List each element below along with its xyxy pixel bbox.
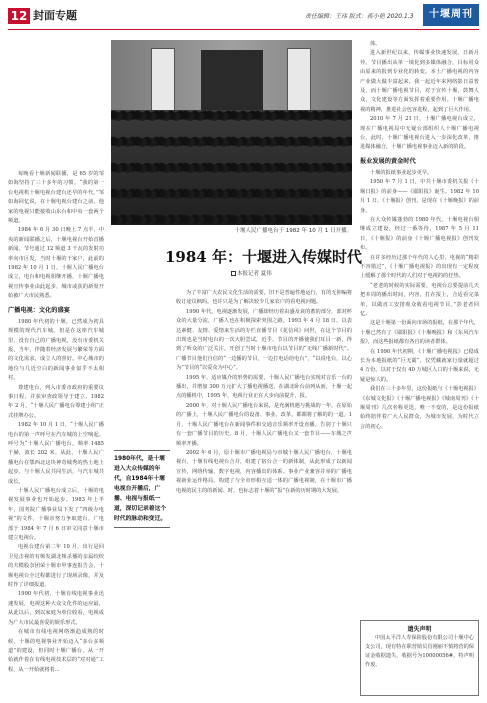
paragraph: 每晚看十堰新闻联播，是 65 岁的邹如海坚持了三十多年的习惯。“我的第一台电视机十堰电视台建台还早的年代，”邹如海回忆说，在十堰电视台建台之前，他家的电视只能接收山东台和中央一套两个频道。 [8,171,104,225]
paragraph: 尊建电台，列入市委市政府的重要议事日程，并获审查政领导于建立。1982 年 2 月，“十堰人民广播电台筹建小组”正式挂牌办公。 [8,384,104,419]
paragraph: 1980 年代初的十堰，已然成为初具规模的现代汽车城。但是在这座汽车城里，没有自己的广播电视，没有市委机关报，当年，伴随着经济发展与繁荣等方面的文化需求，成立人的喜好。中心城市的地位与几近空白的新闻事业似乎不太相衬。 [8,318,104,382]
paragraph: 在 1990 年代初期，《十堰广播电视报》已稳成长为本地报纸的“巨无霸”，仅凭藏就家行量就超过 4 万份。以对于仅有 40 万城区人口的十堰来说，无疑是惊人的。 [360,348,479,383]
paragraph: 1995 年，适应媒介的形势的需要，十堰人民广播电台实现对音乐一台的播出，并增加 300 万元扩大了播电视播送，在湖北卧台前列从而，十堰一起点的播机中，1995 年，电视行业正在大步向前提升，报。 [176,374,352,400]
paragraph: 2010 年 7 月 21 日，十堰广播电视台成立，现在广播电视局中无疑台部组织人十堰广播电视台，此时，十堰广播电视台进入一步深化改革，推进媒体融合，十堰广播电视事业迈入新的阶段。 [360,116,479,151]
paragraph: 1984 年 6 月 30 日晚上 7 点半，中央的新闻联播之后，十堰电视台开始首播新闻。节号通过 12 频道 3 千瓦的发射功率向市区发，当时十堰的干家户，此前的 1982 年 10 月 1 日，十堰人民广播电台成立，电台和电视相继开播，十堰广播电视宣传事业由此起步，城市或获的新渠开始被广大市民熟悉。 [8,227,104,300]
column-1 [8,170,104,695]
lost-notice [360,620,479,696]
section-title: 封面专题 [33,9,77,22]
brand-logo: 十堰周刊 [423,4,479,26]
paragraph: 在城市有线电视网络渐趋成熟的时候，十堰的电视事业开始迈入“多台多频道”的建设，但同时十堰广播台，从一开始就作着在有线电视技术层的“对对通”工程，从一开始就将着... [8,629,104,673]
byline-box-icon [231,271,236,276]
paragraph: 2002 年 6 月，原十堰市广播电视局与市城十堰人民广播电台，十堰电视台，十堰有线电视台合并，组建了宿台合一的新体制，从此形成了以新闻宣传，网络传输，数字电视，内容播出的体系。事业产业兼容并举的广播电视新业运作格局。构建了与全市形相互适一体的广播电视制，在十堰市广播电视的民主的的新闻、时，也标志着十堰的“报”在新的历时期的大发展。 [176,449,352,494]
paragraph: 电视台建台第二年 10 月，出行是回卫见击视的有频发湖北频杀播的亲属绞绞的夫模股奈团荣十堰市甲事连报告会，十堰电视台全过程都进行了现场录像，并及时作了详细报道。 [8,544,104,589]
paragraph: 体。 [370,41,381,47]
paragraph: “老老的时候的实际需要，电视台总要提前几天把本周的播出时间，内容，打在报上，合适看完菜单，以做直工安排观众收看电视节目。”彭老者回忆。 [360,282,479,317]
paragraph: 这是十堰第一份面向市场的报纸，在那个年代，十堰已然有了《郧阳报》《十堰晚报》和《东风汽车报》，而这些报纸都有各自的读者群体。 [360,320,479,346]
article-byline [231,270,272,278]
paragraph: 1990 年代初，十堰有线电视事业迅速发展，电视这种大众文化件的运应最，从此以后，到以家庭为单位收看，电视成为广大市民最喜爱的娱乐形式。 [8,591,104,626]
paragraph: 我们在三十多年里，这份报纸与《十堰电视报》《东城文化报》《十堰广播电视报》《城南周刊》《十堰周刊》几次名称更迭，唯一不变的，是这份报纸始终陪伴着广大人民群众，为城市发展，为时代立言的初心。 [360,386,479,430]
paragraph: 为了丰富广大农民文化生活的需要，旧不是普遍性地运行，有的无抑编将收订途议枫吗，也许只是为了解决较少几家农户的看电视问题。 [176,290,352,306]
historic-photo [111,40,352,225]
column-4 [360,40,479,615]
paragraph: 1990 年代，电视逐渐发展，广播却经历着由盛及衰的蓄的部分，部对杯众的大量分流，广播人也在积极探索突围之路。1993 年 4 月 18 日，以表达素健、友情、爱情来生活的专栏直播节目《花信风》问世，在这个节目的出现也是当时电台的一次大胆尝试，近乎，节目的开播使我们耳目一新，得到了听众的广泛关注，开创了当时十堰市电台以节目的“无线广播新时代”。广播节目他们自信的“一边播的节目，一边打电话给电台”，“以说电台，以心为”节目的“以爱众为中心”。 [176,308,352,372]
subheading: 报业发展的黄金时代 [360,157,416,165]
paragraph: 1950 年 7 月 1 日，中共十堰市委机关报《十堰日报》的前身——《郧阳报》诞生。1982 年 10 月 1 日，《十堰报》创刊，是现在《十堰晚报》的前身。 [360,179,479,214]
page-header [0,0,487,34]
paragraph: 在许多经历过那个年代的人心里，电视的“精彩不容错过”，《十堰广播电视报》的出现有一定程度上缓解了那个时代的人们对于电视的的狂热。 [360,254,479,280]
notice-body: 中国太平洋人寿保险股份有限公司十堰中心支公司，现有特在职营销员肖刚丽不慎将营的保证金收据遗失，收据号为10000056#，特声明作废。 [365,635,474,668]
paragraph: 十堰人民广播电台成立后，十堰的电视发展事业也开始起步。1983 年上半年，国务院广播事业局下发了“四级办电视”的文件，十堰市努力争取建台。广电部于 1984 年 7 月 6 日审文同意十堰市建立电视台。 [8,488,104,542]
paragraph: 进入新世纪以来，传媒事业快速发展，日新月异。节目播出从单一填化到多媒体融合，目标用众由原来的报到专业化的转变。本土广播电视的内容产业做大做丰富起来。我一起近年来网络影日益普及，而十堰广播电视节目，对于宣传十堰，鼓舞人众，文化建设等方面发挥着重要作用。十堰广播电视的精神，推进社会包容进程，起到了巨大作用。 [360,50,479,113]
paragraph: 在大众传媒蓬勃的 1980 年代，十堰电视台相继成立建设，经过一番等待，1987 年 5 月 11 日，《十堰报》的前身《十堰广播电视报》创刊发布。 [360,216,479,252]
paragraph: 十堰的报纸事业起步更早。 [370,169,433,176]
editor-credits: 责任编辑：王玮 版式：蒋小艳 2020.1.3 [305,13,414,20]
column-3 [176,289,352,694]
photo-caption: 十堰人民广播电台于 1982 年 10 月 1 日开播。 [234,228,352,234]
subheading: 广播电视：文化的盛宴 [8,306,70,314]
page-number: 12 [8,8,30,24]
paragraph: 2000 年，对十堰人民广播电台来说，是充满机遇与挑战的一年。在原始的广播上，十堰人民广播电台的设备、事业、改革。都都将了解的的一道。1 月，十堰人民广播电台在新闻事件和交通音乐频率开设直播。告别了十堰只有一套广播节目的历史。8 月，十堰人民广播电台又一套节目——车城之声频率开播。 [176,402,352,447]
pull-quote: 1980年代，是十堰进入大众传媒的年代，自1984年十堰电视台开播后，广播、电视与报纸一道，深切记录着这个时代的脉动和变迁。 [114,450,170,528]
photo-group-of-people [111,110,352,225]
article-headline: 1984 年：十堰进入传媒时代 [165,248,362,266]
byline-text: 本报记者 夏伟 [237,271,272,277]
notice-title: 遗失声明 [407,626,432,633]
header-divider [8,29,479,30]
paragraph: 1982 年 10 月 1 日，“十堰人民广播电台的第一声呼号在汽车城的上空响起。呼号为“十堰人民广播电台，频率 1485 千赫，波长 202 米。从此，十堰人民广播电台在鄂西北这块神奇城秀的热土地上起步。与十堰人民共同生活，与汽车城共成长。 [8,422,104,485]
